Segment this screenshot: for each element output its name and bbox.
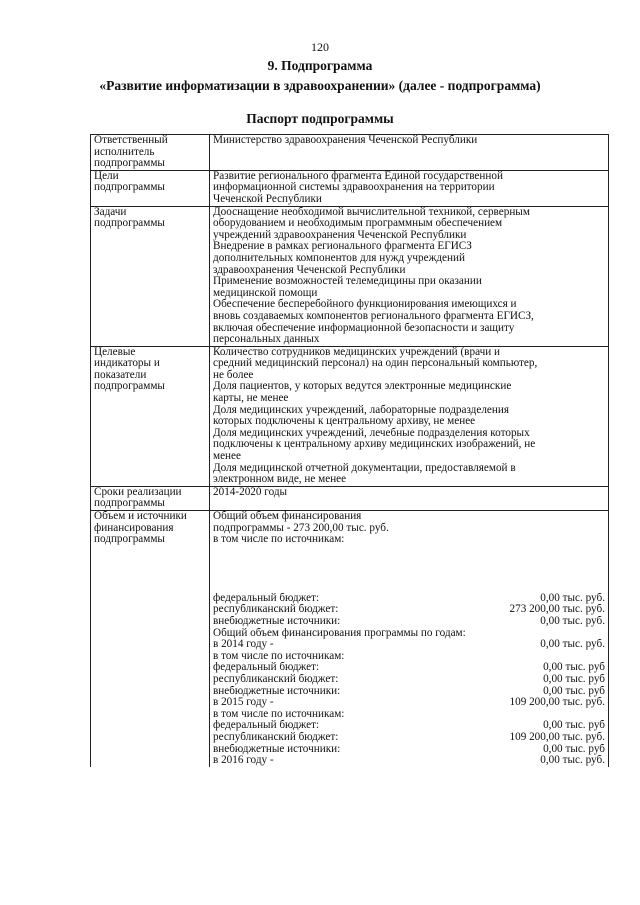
row-content-line: Доля медицинских учреждений, лабораторные подразделения	[213, 403, 509, 416]
row-content-line: информационной системы здравоохранения на территории	[213, 181, 495, 194]
finance-line	[213, 720, 605, 732]
row-content-line: Обеспечение бесперебойного функционирования имеющихся и	[213, 298, 517, 311]
finance-amount: 0,00 тыс. руб	[543, 685, 605, 697]
row-content-line: карты, не менее	[213, 392, 289, 405]
row-label	[91, 170, 210, 206]
row-content	[210, 486, 609, 510]
row-content-line: Применение возможностей телемедицины при оказании	[213, 275, 482, 288]
row-content-line: оборудованием и необходимым программным обеспечением	[213, 217, 503, 230]
row-content-line: менее	[213, 450, 241, 463]
finance-amount	[497, 709, 605, 721]
row-label-line: подпрограммы	[94, 217, 165, 230]
finance-line	[213, 628, 605, 640]
row-content-line: учреждений здравоохранения Чеченской Республики	[213, 228, 467, 241]
row-content-line: Развитие регионального фрагмента Единой государственной	[213, 170, 503, 182]
row-content-line: дополнительных компонентов для нужд учреждений	[213, 251, 465, 264]
finance-line	[213, 662, 605, 674]
row-content-line: Внедрение в рамках регионального фрагмента ЕГИСЗ	[213, 240, 472, 253]
finance-amount: 0,00 тыс. руб	[543, 720, 605, 732]
row-content-line: которых подключены к центральному архиву, не менее	[213, 415, 476, 428]
row-content	[210, 135, 609, 171]
finance-line	[213, 616, 605, 628]
finance-breakdown	[213, 593, 605, 767]
row-content-line: Доля пациентов, у которых ведутся электронные медицинские	[213, 380, 512, 393]
subprogram-heading: 9. Подпрограмма	[267, 58, 373, 73]
finance-source: в том числе по источникам:	[213, 650, 345, 662]
row-content-line: Министерство здравоохранения Чеченской Республики	[213, 134, 478, 146]
passport-row	[91, 135, 609, 171]
row-content-line: Дооснащение необходимой вычислительной техникой, серверным	[213, 206, 530, 218]
passport-title: Паспорт подпрограммы	[246, 111, 394, 126]
finance-source: Общий объем финансирования программы по годам:	[213, 627, 466, 639]
finance-amount: 0,00 тыс. руб	[543, 743, 605, 755]
finance-spacer	[213, 546, 605, 593]
finance-line	[213, 639, 605, 651]
row-label-line: Целевые	[94, 346, 136, 358]
row-label-line: подпрограммы	[94, 380, 165, 393]
row-label-line: показатели	[94, 368, 147, 381]
row-content-line: Чеченской Республики	[213, 192, 322, 205]
finance-source: в 2015 году -	[213, 697, 274, 709]
row-content	[210, 346, 609, 486]
finance-source: внебюджетные источники:	[213, 685, 341, 697]
row-label-line: финансирования	[94, 521, 174, 534]
finance-content	[210, 511, 609, 767]
finance-amount: 273 200,00 тыс. руб.	[509, 604, 605, 616]
finance-line	[213, 744, 605, 756]
row-label-line: подпрограммы	[94, 533, 165, 546]
finance-amount: 0,00 тыс. руб.	[540, 755, 605, 767]
row-content	[210, 206, 609, 346]
finance-line	[213, 709, 605, 721]
finance-source: внебюджетные источники:	[213, 743, 341, 755]
row-content-line: Количество сотрудников медицинских учреждений (врачи и	[213, 346, 500, 358]
row-label-line: подпрограммы	[94, 157, 165, 170]
row-label-line: Задачи	[94, 206, 127, 218]
row-label-line: Цели	[94, 170, 119, 182]
row-content-line: медицинской помощи	[213, 286, 318, 299]
row-content-line: здравоохранения Чеченской Республики	[213, 263, 406, 276]
finance-amount: 0,00 тыс. руб.	[540, 639, 605, 651]
finance-amount: 109 200,00 тыс. руб.	[509, 731, 605, 743]
finance-source: федеральный бюджет:	[213, 592, 320, 604]
passport-row	[91, 206, 609, 346]
finance-intro-line: подпрограммы - 273 200,00 тыс. руб.	[213, 521, 389, 534]
row-label	[91, 486, 210, 510]
finance-amount: 109 200,00 тыс. руб.	[509, 697, 605, 709]
finance-amount: 0,00 тыс. руб	[543, 662, 605, 674]
row-label	[91, 206, 210, 346]
finance-source: федеральный бюджет:	[213, 662, 320, 674]
row-content-line: Доля медицинской отчетной документации, предоставляемой в	[213, 461, 516, 474]
row-label-line: индикаторы и	[94, 357, 160, 370]
row-content-line: 2014-2020 годы	[213, 486, 288, 498]
passport-table	[90, 134, 609, 767]
row-label-line: подпрограммы	[94, 181, 165, 194]
row-label-line: подпрограммы	[94, 497, 165, 510]
row-content-line: включая обеспечение информационной безопасности и защиту	[213, 321, 515, 334]
row-label-line: Объем и источники	[94, 510, 187, 522]
row-content	[210, 170, 609, 206]
finance-line	[213, 593, 605, 605]
row-label	[91, 346, 210, 486]
finance-source: в 2014 году -	[213, 639, 274, 651]
row-label-line: исполнитель	[94, 145, 155, 158]
row-content-line: вновь создаваемых компонентов регионального фрагмента ЕГИСЗ,	[213, 309, 534, 322]
finance-amount	[497, 628, 605, 640]
finance-source: республиканский бюджет:	[213, 731, 339, 743]
finance-source: в том числе по источникам:	[213, 708, 345, 720]
finance-amount: 0,00 тыс. руб.	[540, 615, 605, 627]
finance-row	[91, 511, 609, 767]
page-number: 120	[311, 40, 329, 54]
subprogram-title: «Развитие информатизации в здравоохранении» (далее - подпрограмма)	[99, 78, 541, 93]
finance-amount: 0,00 тыс. руб	[543, 673, 605, 685]
finance-line	[213, 697, 605, 709]
row-content-line: средний медицинский персонал) на один персональный компьютер,	[213, 357, 538, 370]
finance-intro-line: Общий объем финансирования	[213, 510, 362, 522]
finance-line	[213, 674, 605, 686]
row-label-line: Сроки реализации	[94, 486, 182, 498]
row-content-line: подключены к центральному архиву медицинских изображений, не	[213, 438, 536, 451]
row-content-line: персональных данных	[213, 333, 320, 346]
finance-line	[213, 732, 605, 744]
finance-amount: 0,00 тыс. руб.	[540, 592, 605, 604]
finance-source: внебюджетные источники:	[213, 615, 341, 627]
finance-source: в 2016 году -	[213, 755, 274, 767]
passport-row	[91, 170, 609, 206]
finance-line	[213, 755, 605, 767]
finance-label	[91, 511, 210, 767]
finance-source: республиканский бюджет:	[213, 673, 339, 685]
passport-row	[91, 346, 609, 486]
finance-intro-line: в том числе по источникам:	[213, 533, 345, 546]
finance-line	[213, 686, 605, 698]
row-label	[91, 135, 210, 171]
row-content-line: Доля медицинских учреждений, лечебные подразделения которых	[213, 426, 530, 439]
finance-amount	[497, 651, 605, 663]
finance-source: федеральный бюджет:	[213, 720, 320, 732]
row-content-line: не более	[213, 368, 254, 381]
finance-source: республиканский бюджет:	[213, 604, 339, 616]
passport-row	[91, 486, 609, 510]
finance-line	[213, 604, 605, 616]
finance-line	[213, 651, 605, 663]
row-content-line: электронном виде, не менее	[213, 473, 347, 486]
row-label-line: Ответственный	[94, 134, 168, 146]
